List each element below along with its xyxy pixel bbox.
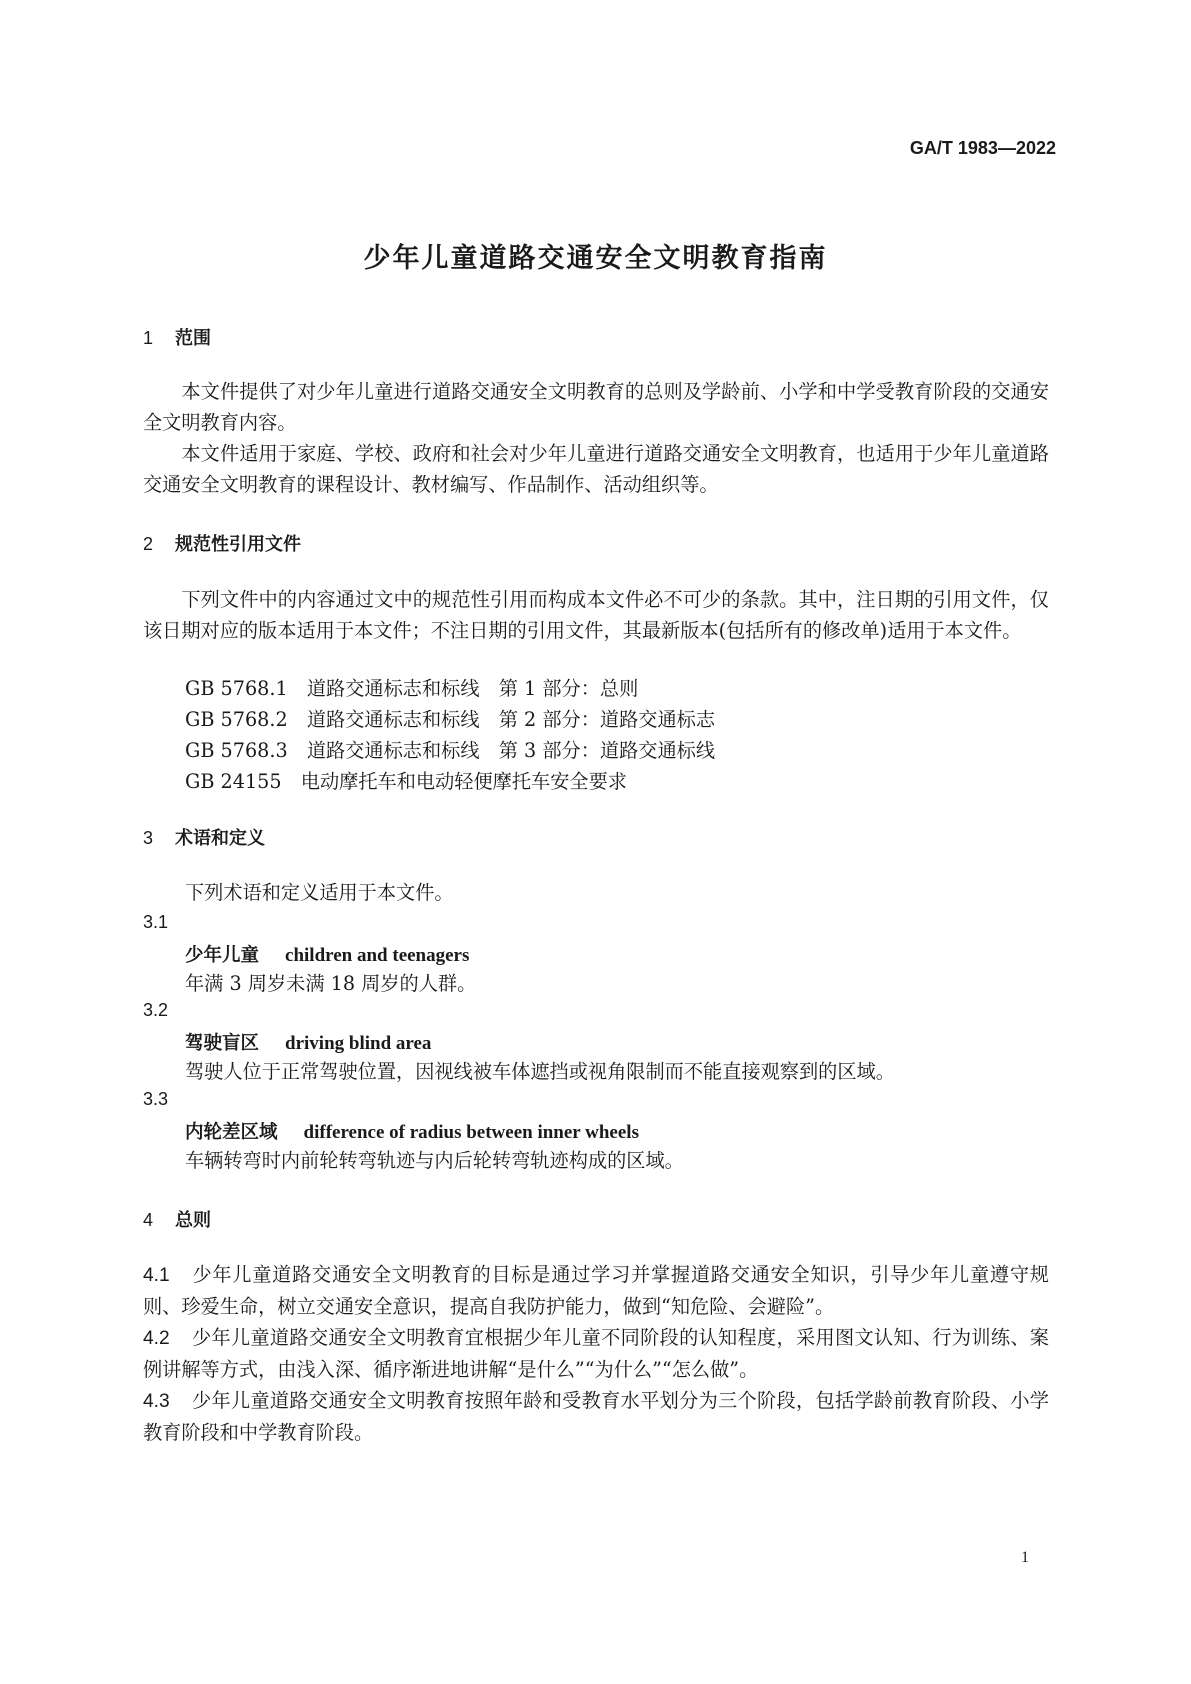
section-title: 总则 <box>175 1210 211 1231</box>
section-3-intro <box>185 877 1091 908</box>
term-en: children and teenagers <box>285 945 470 966</box>
term-heading <box>185 1118 639 1144</box>
section-2-heading <box>143 530 301 556</box>
term-zh: 少年儿童 <box>185 945 260 966</box>
reference-item: GB 5768.3 道路交通标志和标线 第 3 部分：道路交通标线 <box>185 739 716 762</box>
term-heading <box>185 1029 431 1055</box>
term-number: 3.3 <box>143 1089 169 1109</box>
clause-number: 4.2 <box>143 1328 170 1349</box>
section-title: 术语和定义 <box>175 828 265 849</box>
reference-item: GB 5768.1 道路交通标志和标线 第 1 部分：总则 <box>185 677 639 700</box>
term-zh: 内轮差区域 <box>185 1122 278 1143</box>
clause-text: 少年儿童道路交通安全文明教育的目标是通过学习并掌握道路交通安全知识，引导少年儿童遵守规则、珍爱生命，树立交通安全意识，提高自我防护能力，做到“知危险、会避险”。 <box>143 1263 1049 1318</box>
term-number: 3.2 <box>143 1000 169 1020</box>
section-2-intro <box>143 584 1049 646</box>
clause-text: 少年儿童道路交通安全文明教育按照年龄和受教育水平划分为三个阶段，包括学龄前教育阶段、小学教育阶段和中学教育阶段。 <box>143 1389 1049 1444</box>
section-number: 4 <box>143 1210 154 1230</box>
term-definition: 驾驶人位于正常驾驶位置，因视线被车体遮挡或视角限制而不能直接观察到的区域。 <box>185 1060 895 1083</box>
paragraph: 本文件提供了对少年儿童进行道路交通安全文明教育的总则及学龄前、小学和中学受教育阶段的交通安全文明教育内容。 <box>143 380 1049 434</box>
term-en: driving blind area <box>285 1033 432 1054</box>
clause-text: 少年儿童道路交通安全文明教育宜根据少年儿童不同阶段的认知程度，采用图文认知、行为训练、案例讲解等方式，由浅入深、循序渐进地讲解“是什么”“为什么”“怎么做”。 <box>143 1326 1049 1381</box>
paragraph: 下列文件中的内容通过文中的规范性引用而构成本文件必不可少的条款。其中，注日期的引用文件，仅该日期对应的版本适用于本文件；不注日期的引用文件，其最新版本(包括所有的修改单)适用于本文件。 <box>143 588 1049 642</box>
standard-number: GA/T 1983—2022 <box>909 138 1056 158</box>
section-title: 范围 <box>175 328 211 349</box>
term-definition: 车辆转弯时内前轮转弯轨迹与内后轮转弯轨迹构成的区域。 <box>185 1149 684 1172</box>
section-number: 3 <box>143 828 154 848</box>
clause-number: 4.3 <box>143 1391 170 1412</box>
section-1-heading <box>143 324 211 350</box>
section-3-heading <box>143 824 265 850</box>
section-1-body <box>143 376 1049 500</box>
section-number: 2 <box>143 534 154 554</box>
paragraph: 本文件适用于家庭、学校、政府和社会对少年儿童进行道路交通安全文明教育，也适用于少年儿童道路交通安全文明教育的课程设计、教材编写、作品制作、活动组织等。 <box>143 442 1049 496</box>
clause <box>143 1385 1049 1448</box>
reference-item: GB 24155 电动摩托车和电动轻便摩托车安全要求 <box>185 770 627 793</box>
term-number: 3.1 <box>143 912 169 932</box>
clause <box>143 1259 1049 1322</box>
section-number: 1 <box>143 328 154 348</box>
clause <box>143 1322 1049 1385</box>
page-number: 1 <box>1021 1549 1029 1566</box>
term-heading <box>185 941 469 967</box>
term-en: difference of radius between inner wheels <box>303 1122 639 1143</box>
term-zh: 驾驶盲区 <box>185 1033 260 1054</box>
section-4-heading <box>143 1206 211 1232</box>
paragraph: 下列术语和定义适用于本文件。 <box>185 881 454 904</box>
document-title: 少年儿童道路交通安全文明教育指南 <box>363 243 828 274</box>
clause-number: 4.1 <box>143 1265 170 1286</box>
reference-item: GB 5768.2 道路交通标志和标线 第 2 部分：道路交通标志 <box>185 708 716 731</box>
section-title: 规范性引用文件 <box>175 534 301 555</box>
section-4-body <box>143 1259 1049 1448</box>
normative-references-list <box>185 673 715 797</box>
term-definition: 年满 3 周岁未满 18 周岁的人群。 <box>185 972 477 995</box>
